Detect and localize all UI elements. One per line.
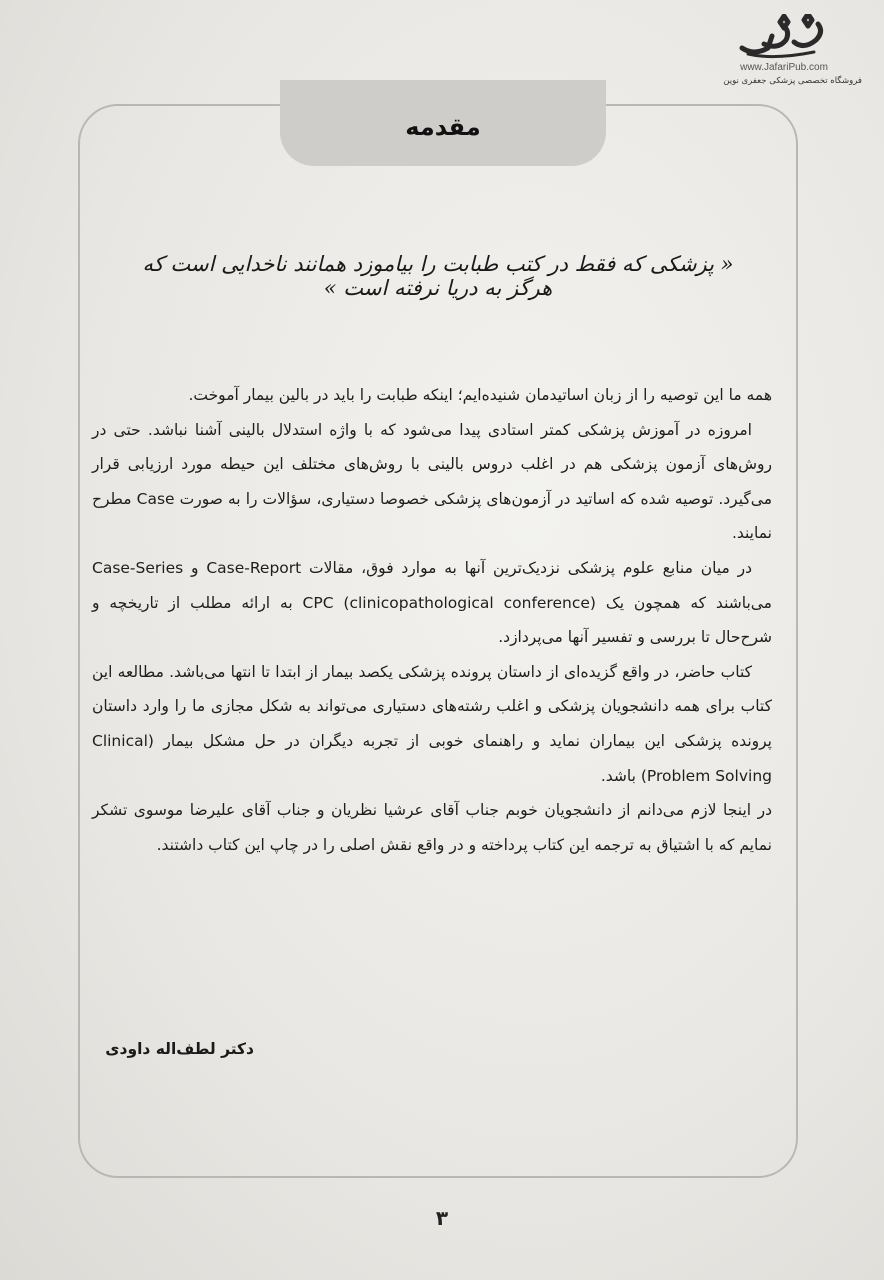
epigraph-quote: « پزشکی که فقط در کتب طبابت را بیاموزد همانند ناخدایی است که هرگز به دریا نرفته است » bbox=[142, 252, 734, 300]
paragraph: در میان منابع علوم پزشکی نزدیک‌ترین آنها به موارد فوق، مقالات Case-Report و Case-Series می‌باشند که همچون یک CPC (clinicopathological conference) به ارائه مطلب از تاریخچه و شرح‌حال تا بررسی و تفسیر آنها می‌پردازد. bbox=[92, 558, 772, 647]
logo-tagline: فروشگاه تخصصی پزشکی جعفری نوین bbox=[723, 76, 862, 86]
title-tab bbox=[280, 80, 606, 166]
paragraph: کتاب حاضر، در واقع گزیده‌ای از داستان پرونده پزشکی یکصد بیمار از ابتدا تا انتها می‌باشد. مطالعه این کتاب برای همه دانشجویان پزشکی و اغلب رشته‌های دستیاری می‌تواند به شکل مجازی ما را وارد داستان پرونده پزشکی این بیماران نماید و راهنمای خوبی از تجربه دیگران در حل مشکل بیمار (Clinical Problem Solving) باشد. bbox=[92, 662, 772, 785]
page-title: مقدمه bbox=[405, 113, 481, 141]
body-text bbox=[92, 378, 772, 862]
paragraph: امروزه در آموزش پزشکی کمتر استادی پیدا می‌شود که با واژه استدلال بالینی آشنا نباشد. حتی در روش‌های آزمون پزشکی هم در اغلب دروس بالینی با روش‌های مختلف این حیطه مورد ارزیابی قرار می‌گیرد. توصیه شده که اساتید در آزمون‌های پزشکی خصوصا دستیاری، سؤالات را به صورت Case مطرح نمایند. bbox=[92, 420, 772, 543]
paragraph: در اینجا لازم می‌دانم از دانشجویان خوبم جناب آقای عرشیا نظریان و جناب آقای علیرضا موسوی تشکر نمایم که با اشتیاق به ترجمه این کتاب پرداخته و در واقع نقش اصلی را در چاپ این کتاب داشتند. bbox=[92, 801, 772, 854]
jafari-logo-icon bbox=[734, 14, 834, 60]
author-signature: دکتر لطف‌اله داودی bbox=[105, 1040, 254, 1058]
logo-url[interactable]: www.JafariPub.com bbox=[740, 62, 828, 73]
page-number: ۳ bbox=[435, 1206, 449, 1230]
publisher-logo[interactable] bbox=[723, 14, 862, 86]
paragraph: همه ما این توصیه را از زبان اساتیدمان شنیده‌ایم؛ اینکه طبابت را باید در بالین بیمار آموخت. bbox=[188, 386, 772, 404]
